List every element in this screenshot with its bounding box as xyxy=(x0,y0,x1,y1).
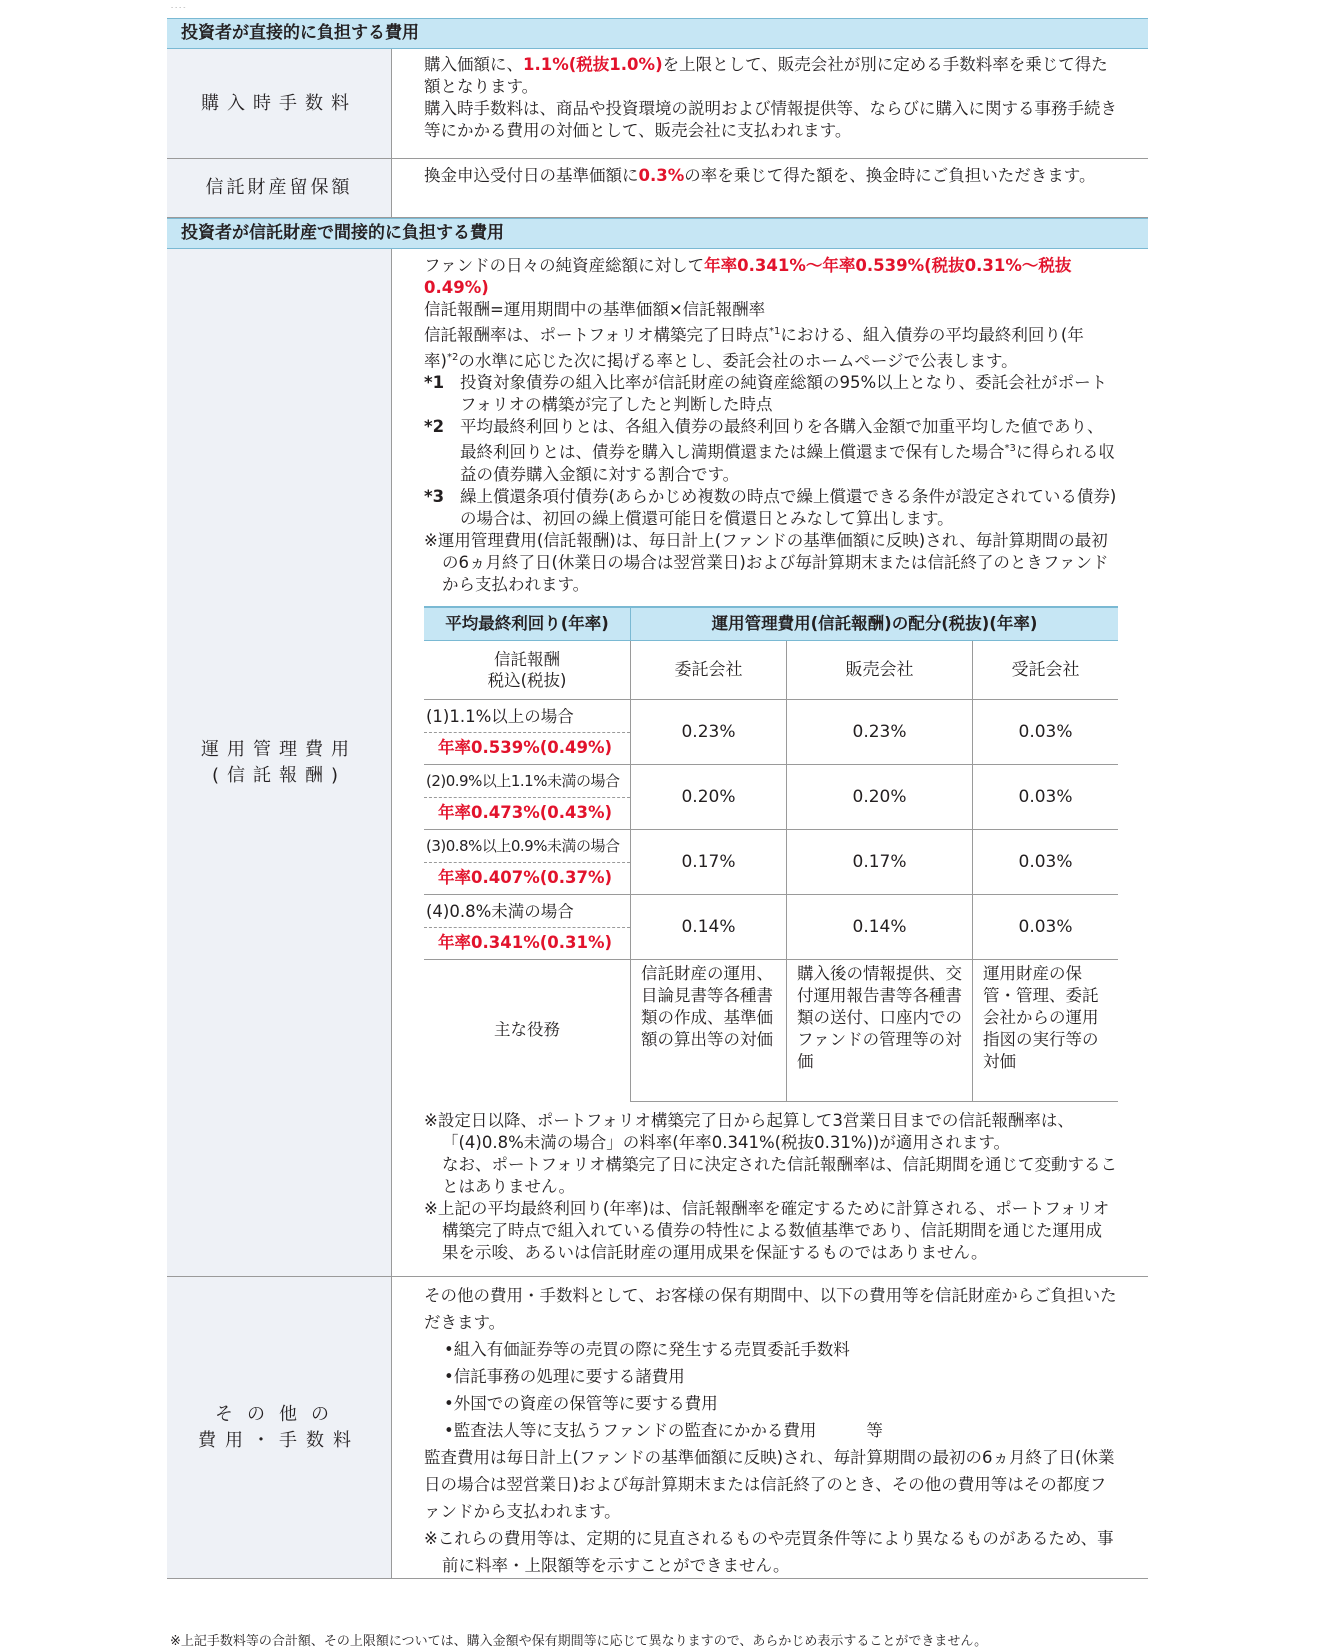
note-1: *1 投資対象債券の組入比率が信託財産の純資産総額の95%以上となり、委託会社がポートフォリオの構築が完了したと判断した時点 xyxy=(424,373,1108,414)
after-note-1: ※設定日以降、ポートフォリオ構築完了日から起算して3営業日目までの信託報酬率は、「(4)0.8%未満の場合」の料率(年率0.341%(税抜0.31%))が適用されます。 xyxy=(424,1110,1074,1152)
role-trustor: 信託財産の運用、目論見書等各種書類の作成、基準価額の算出等の対価 xyxy=(631,959,787,1101)
condition: (4)0.8%未満の場合 xyxy=(424,896,630,928)
role-trustee: 運用財産の保管・管理、委託会社からの運用指図の実行等の対価 xyxy=(973,959,1118,1101)
purchase-fee-label: 購入時手数料 xyxy=(167,49,392,158)
footnote: ※上記手数料等の合計額、その上限額については、購入金額や保有期間等に応じて異なりますので、あらかじめ表示することができません。 xyxy=(170,1634,988,1649)
subheader-fee: 信託報酬 税込(税抜) xyxy=(424,640,631,699)
note-2: *2 平均最終利回りとは、各組入債券の最終利回りを各購入金額で加重平均した値であり、最終利回りとは、債券を購入し満期償還または繰上償還まで保有した場合$^{*3}$に得られる収益の債券購入金額に対する割合です。 xyxy=(424,417,1115,484)
section-direct-costs: 投資者が直接的に負担する費用 xyxy=(167,18,1148,49)
fee-rate-explanation: 信託報酬率は、ポートフォリオ構築完了日時点$^{*1}$における、組入債券の平均最終利回り(年率)$^{*2}$の水準に応じた次に掲げる率とし、委託会社のホームページで公表します。 xyxy=(424,325,1084,370)
row-purchase-fee xyxy=(167,49,1148,159)
table-row xyxy=(424,829,1118,894)
purchase-fee-content xyxy=(392,49,1148,158)
purchase-fee-rate: 1.1%(税抜1.0%) xyxy=(523,55,663,74)
other-fees-intro: その他の費用・手数料として、お客様の保有期間中、以下の費用等を信託財産からご負担いただきます。 xyxy=(424,1286,1117,1332)
role-label: 主な役務 xyxy=(494,1020,560,1040)
table-row-roles xyxy=(424,959,1118,1101)
other-fees-label: その他の 費用・手数料 xyxy=(167,1277,392,1578)
rate: 年率0.473%(0.43%) xyxy=(438,802,613,822)
fee-formula: 信託報酬=運用期間中の基準価額×信託報酬率 xyxy=(424,300,766,319)
condition: (2)0.9%以上1.1%未満の場合 xyxy=(424,766,630,798)
list-item: •組入有価証券等の売買の際に発生する売買委託手数料 xyxy=(444,1340,850,1359)
row-management-fee xyxy=(167,249,1148,1277)
col-distributor: 販売会社 xyxy=(786,640,972,699)
condition: (3)0.8%以上0.9%未満の場合 xyxy=(424,831,630,863)
management-fee-label: 運用管理費用 (信託報酬) xyxy=(167,249,392,1276)
condition: (1)1.1%以上の場合 xyxy=(424,701,630,733)
value-trustee: 0.03% xyxy=(973,699,1118,764)
table-row xyxy=(424,894,1118,959)
value-distributor: 0.20% xyxy=(786,764,972,829)
list-item: •外国での資産の保管等に要する費用 xyxy=(444,1394,718,1413)
management-fee-content xyxy=(392,249,1148,1276)
header-allocation: 運用管理費用(信託報酬)の配分(税抜)(年率) xyxy=(631,607,1119,641)
value-distributor: 0.14% xyxy=(786,894,972,959)
value-trustee: 0.03% xyxy=(973,894,1118,959)
note-3: *3 繰上償還条項付債券(あらかじめ複数の時点で繰上償還できる条件が設定されている債券)の場合は、初回の繰上償還可能日を償還日とみなして算出します。 xyxy=(424,486,1117,528)
rate: 年率0.341%(0.31%) xyxy=(438,932,613,952)
row-other-fees xyxy=(167,1277,1148,1579)
other-fees-content xyxy=(392,1277,1148,1578)
trust-reserve-content: 換金申込受付日の基準価額に0.3%の率を乗じて得た額を、換金時にご負担いただきます。 xyxy=(424,166,1096,185)
row-trust-reserve xyxy=(167,159,1148,218)
other-fees-caution: ※これらの費用等は、定期的に見直されるものや売買条件等により異なるものがあるため、事前に料率・上限額等を示すことができません。 xyxy=(424,1529,1114,1575)
management-fee-rate-text: ファンドの日々の純資産総額に対して年率0.341%～年率0.539%(税抜0.31%～税抜0.49%) xyxy=(424,256,1072,297)
value-trustor: 0.23% xyxy=(631,699,787,764)
management-fee-rate: 年率0.341%～年率0.539%(税抜0.31%～税抜0.49%) xyxy=(424,256,1072,297)
col-trustee: 受託会社 xyxy=(973,640,1118,699)
rate: 年率0.407%(0.37%) xyxy=(438,867,613,887)
col-trustor: 委託会社 xyxy=(631,640,787,699)
table-row xyxy=(424,699,1118,764)
audit-fee-note: 監査費用は毎日計上(ファンドの基準価額に反映)され、毎計算期間の最初の6ヵ月終了日(休業日の場合は翌営業日)および毎計算期末または信託終了のとき、その他の費用等はその都度ファンドから支払われます。 xyxy=(424,1448,1115,1521)
role-distributor: 購入後の情報提供、交付運用報告書等各種書類の送付、口座内でのファンドの管理等の対価 xyxy=(786,959,972,1101)
value-distributor: 0.17% xyxy=(786,829,972,894)
list-item: •信託事務の処理に要する諸費用 xyxy=(444,1367,685,1386)
after-note-2: なお、ポートフォリオ構築完了日に決定された信託報酬率は、信託期間を通じて変動することはありません。 xyxy=(442,1154,1118,1196)
purchase-fee-text1: 購入価額に、1.1%(税抜1.0%)を上限として、販売会社が別に定める手数料率を乗じて得た額となります。 xyxy=(424,55,1108,96)
top-mark: - - - - xyxy=(171,4,186,11)
value-trustor: 0.17% xyxy=(631,829,787,894)
after-note-3: ※上記の平均最終利回り(年率)は、信託報酬率を確定するために計算される、ポートフォリオ構築完了時点で組入れている債券の特性による数値基準であり、信託期間を通じた運用成果を示唆、あるいは信託財産の運用成果を保証するものではありません。 xyxy=(424,1198,1110,1262)
value-trustor: 0.14% xyxy=(631,894,787,959)
value-trustee: 0.03% xyxy=(973,764,1118,829)
section-indirect-costs: 投資者が信託財産で間接的に負担する費用 xyxy=(167,218,1148,249)
table-row xyxy=(424,764,1118,829)
payment-note: ※運用管理費用(信託報酬)は、毎日計上(ファンドの基準価額に反映)され、毎計算期間の最初の6ヵ月終了日(休業日の場合は翌営業日)および毎計算期末または信託終了のときファンドから支払われます。 xyxy=(424,530,1109,594)
trust-reserve-rate: 0.3% xyxy=(638,166,685,185)
header-yield: 平均最終利回り(年率) xyxy=(424,607,631,641)
value-distributor: 0.23% xyxy=(786,699,972,764)
list-item: •監査法人等に支払うファンドの監査にかかる費用 等 xyxy=(444,1421,883,1440)
fee-table xyxy=(167,18,1148,1579)
trust-reserve-label: 信託財産留保額 xyxy=(167,159,392,217)
fee-allocation-table xyxy=(424,606,1118,1102)
purchase-fee-text2: 購入時手数料は、商品や投資環境の説明および情報提供等、ならびに購入に関する事務手続き等にかかる費用の対価として、販売会社に支払われます。 xyxy=(424,99,1117,140)
rate: 年率0.539%(0.49%) xyxy=(438,737,613,757)
value-trustor: 0.20% xyxy=(631,764,787,829)
value-trustee: 0.03% xyxy=(973,829,1118,894)
